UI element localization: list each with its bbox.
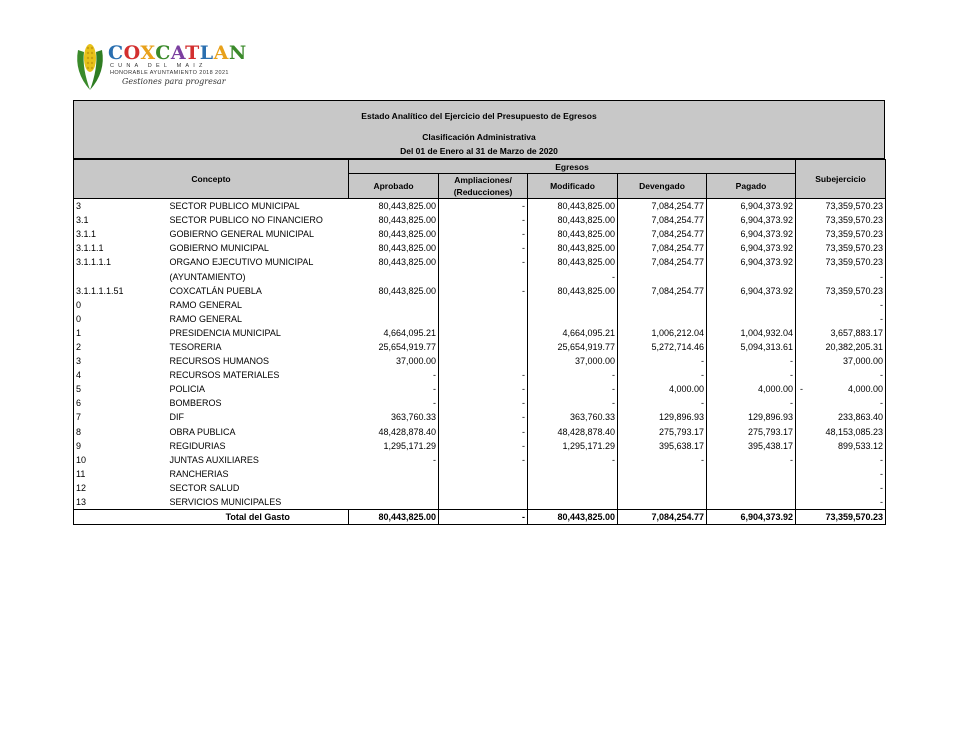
row-concept: RAMO GENERAL — [169, 299, 243, 310]
row-code: 8 — [74, 425, 168, 439]
row-devengado — [618, 312, 707, 326]
row-concept: TESORERIA — [169, 341, 222, 352]
row-aprobado: 48,428,878.40 — [349, 425, 439, 439]
row-devengado: 7,084,254.77 — [618, 284, 707, 298]
row-ampliaciones: - — [439, 396, 528, 410]
row-code: 3.1.1.1.1.51 — [74, 284, 168, 298]
report-period: Del 01 de Enero al 31 de Marzo de 2020 — [400, 146, 558, 156]
budget-report — [73, 100, 885, 525]
row-aprobado: - — [349, 453, 439, 467]
row-modificado: 1,295,171.29 — [528, 439, 618, 453]
row-concept: REGIDURIAS — [169, 440, 226, 451]
row-devengado: - — [618, 354, 707, 368]
row-devengado — [618, 467, 707, 481]
row-modificado: 48,428,878.40 — [528, 425, 618, 439]
row-aprobado — [349, 481, 439, 495]
row-subejercicio: - — [796, 467, 886, 481]
row-pagado: 5,094,313.61 — [707, 340, 796, 354]
row-ampliaciones: - — [439, 453, 528, 467]
row-code: 7 — [74, 410, 168, 424]
row-ampliaciones: - — [439, 241, 528, 255]
row-aprobado: - — [349, 396, 439, 410]
total-modificado: 80,443,825.00 — [528, 510, 618, 525]
row-pagado: 6,904,373.92 — [707, 199, 796, 214]
row-aprobado — [349, 467, 439, 481]
row-subejercicio: - — [796, 298, 886, 312]
table-row — [74, 396, 886, 410]
row-pagado: 275,793.17 — [707, 425, 796, 439]
table-row — [74, 284, 886, 298]
column-devengado: Devengado — [618, 174, 707, 199]
row-pagado: 6,904,373.92 — [707, 241, 796, 255]
row-pagado: - — [707, 453, 796, 467]
row-code: 3.1.1.1.1 — [74, 255, 168, 269]
column-pagado: Pagado — [707, 174, 796, 199]
total-ampliaciones: - — [439, 510, 528, 525]
row-devengado: 7,084,254.77 — [618, 241, 707, 255]
row-code: 2 — [74, 340, 168, 354]
row-ampliaciones: - — [439, 410, 528, 424]
table-row — [74, 410, 886, 424]
row-ampliaciones — [439, 354, 528, 368]
report-header — [73, 100, 885, 159]
row-subejercicio: - — [796, 453, 886, 467]
row-subejercicio: - — [796, 396, 886, 410]
row-subejercicio: 73,359,570.23 — [796, 199, 886, 214]
row-ampliaciones: - — [439, 382, 528, 396]
row-subejercicio: 37,000.00 — [796, 354, 886, 368]
row-pagado: 4,000.00 — [707, 382, 796, 396]
total-label: Total del Gasto — [168, 510, 349, 525]
row-ampliaciones: - — [439, 227, 528, 241]
row-pagado: 6,904,373.92 — [707, 255, 796, 269]
row-aprobado: - — [349, 382, 439, 396]
table-row — [74, 269, 886, 283]
row-modificado: - — [528, 396, 618, 410]
row-modificado: 80,443,825.00 — [528, 227, 618, 241]
row-devengado — [618, 495, 707, 510]
logo-council: HONORABLE AYUNTAMIENTO 2018 2021 — [110, 70, 229, 76]
row-code: 9 — [74, 439, 168, 453]
row-devengado: 395,638.17 — [618, 439, 707, 453]
column-concepto: Concepto — [74, 160, 349, 199]
row-modificado: 4,664,095.21 — [528, 326, 618, 340]
column-ampliaciones-line2: (Reducciones) — [453, 187, 513, 197]
table-row — [74, 340, 886, 354]
row-concept: JUNTAS AUXILIARES — [169, 454, 259, 465]
row-modificado — [528, 481, 618, 495]
row-aprobado: 80,443,825.00 — [349, 227, 439, 241]
row-modificado — [528, 467, 618, 481]
row-devengado — [618, 481, 707, 495]
row-subejercicio: 3,657,883.17 — [796, 326, 886, 340]
row-devengado: 129,896.93 — [618, 410, 707, 424]
row-aprobado: 80,443,825.00 — [349, 255, 439, 269]
row-code: 5 — [74, 382, 168, 396]
table-row — [74, 227, 886, 241]
row-devengado — [618, 298, 707, 312]
row-ampliaciones — [439, 481, 528, 495]
row-devengado: 7,084,254.77 — [618, 255, 707, 269]
row-subejercicio-prefix: - — [800, 384, 804, 395]
row-pagado: - — [707, 354, 796, 368]
row-concept: BOMBEROS — [169, 398, 222, 409]
row-concept: RECURSOS HUMANOS — [169, 356, 270, 367]
row-aprobado — [349, 269, 439, 283]
row-code: 3 — [74, 354, 168, 368]
total-pagado: 6,904,373.92 — [707, 510, 796, 525]
row-concept: ORGANO EJECUTIVO MUNICIPAL — [169, 257, 314, 268]
row-pagado — [707, 298, 796, 312]
row-concept: SECTOR SALUD — [169, 482, 240, 493]
table-row — [74, 255, 886, 269]
row-subejercicio: 20,382,205.31 — [796, 340, 886, 354]
row-devengado — [618, 269, 707, 283]
row-concept: DIF — [169, 412, 184, 423]
row-subejercicio: 73,359,570.23 — [796, 213, 886, 227]
row-concept: POLICIA — [169, 384, 206, 395]
row-modificado: 80,443,825.00 — [528, 284, 618, 298]
row-code: 0 — [74, 312, 168, 326]
logo-wordmark: COXCATLAN — [108, 42, 247, 64]
logo-tagline: CUNA DEL MAIZ — [110, 63, 207, 69]
row-aprobado: 4,664,095.21 — [349, 326, 439, 340]
table-row — [74, 495, 886, 510]
row-aprobado: - — [349, 368, 439, 382]
row-pagado: 129,896.93 — [707, 410, 796, 424]
table-row — [74, 368, 886, 382]
row-modificado — [528, 312, 618, 326]
table-row — [74, 467, 886, 481]
row-subejercicio: 73,359,570.23 — [796, 284, 886, 298]
row-ampliaciones — [439, 312, 528, 326]
row-ampliaciones — [439, 298, 528, 312]
row-subejercicio — [796, 382, 886, 396]
row-code: 12 — [74, 481, 168, 495]
row-pagado: 6,904,373.92 — [707, 213, 796, 227]
row-subejercicio: 899,533.12 — [796, 439, 886, 453]
row-code: 6 — [74, 396, 168, 410]
row-modificado: 80,443,825.00 — [528, 255, 618, 269]
row-subejercicio: 233,863.40 — [796, 410, 886, 424]
row-modificado: 80,443,825.00 — [528, 241, 618, 255]
row-concept: GOBIERNO GENERAL MUNICIPAL — [169, 229, 315, 240]
row-aprobado: 25,654,919.77 — [349, 340, 439, 354]
row-concept: COXCATLÁN PUEBLA — [169, 285, 262, 296]
row-subejercicio: - — [796, 312, 886, 326]
row-devengado: 1,006,212.04 — [618, 326, 707, 340]
row-devengado: 7,084,254.77 — [618, 199, 707, 214]
row-subejercicio: - — [796, 495, 886, 510]
table-row — [74, 312, 886, 326]
row-devengado: - — [618, 396, 707, 410]
row-devengado: - — [618, 368, 707, 382]
row-pagado: - — [707, 368, 796, 382]
row-pagado — [707, 467, 796, 481]
row-concept: PRESIDENCIA MUNICIPAL — [169, 327, 281, 338]
row-concept: SECTOR PUBLICO MUNICIPAL — [169, 201, 300, 212]
row-subejercicio: - — [796, 481, 886, 495]
row-subejercicio: - — [796, 269, 886, 283]
total-aprobado: 80,443,825.00 — [349, 510, 439, 525]
row-aprobado — [349, 298, 439, 312]
row-pagado — [707, 312, 796, 326]
column-subejercicio: Subejercicio — [796, 160, 886, 199]
column-egresos: Egresos — [349, 160, 796, 174]
column-modificado: Modificado — [528, 174, 618, 199]
row-modificado: 25,654,919.77 — [528, 340, 618, 354]
row-devengado: - — [618, 453, 707, 467]
table-row — [74, 453, 886, 467]
row-modificado: 80,443,825.00 — [528, 199, 618, 214]
row-ampliaciones — [439, 269, 528, 283]
row-modificado: - — [528, 453, 618, 467]
row-subejercicio: - — [796, 368, 886, 382]
row-ampliaciones — [439, 495, 528, 510]
row-concept: (AYUNTAMIENTO) — [169, 271, 246, 282]
row-code: 4 — [74, 368, 168, 382]
row-subejercicio-value: 4,000.00 — [848, 384, 884, 395]
row-ampliaciones — [439, 467, 528, 481]
row-code: 10 — [74, 453, 168, 467]
column-aprobado: Aprobado — [349, 174, 439, 199]
row-pagado: 6,904,373.92 — [707, 284, 796, 298]
row-concept: OBRA PUBLICA — [169, 426, 236, 437]
row-ampliaciones: - — [439, 425, 528, 439]
row-concept: RECURSOS MATERIALES — [169, 370, 280, 381]
row-code: 3.1 — [74, 213, 168, 227]
total-subejercicio: 73,359,570.23 — [796, 510, 886, 525]
row-code: 0 — [74, 298, 168, 312]
row-subejercicio: 73,359,570.23 — [796, 227, 886, 241]
row-concept: RANCHERIAS — [169, 468, 229, 479]
row-aprobado: 80,443,825.00 — [349, 284, 439, 298]
table-row — [74, 213, 886, 227]
row-pagado — [707, 481, 796, 495]
row-modificado — [528, 298, 618, 312]
row-pagado — [707, 269, 796, 283]
row-modificado: - — [528, 382, 618, 396]
table-row — [74, 326, 886, 340]
row-aprobado — [349, 312, 439, 326]
row-modificado: - — [528, 368, 618, 382]
row-code: 3 — [74, 199, 168, 214]
row-ampliaciones — [439, 326, 528, 340]
row-subejercicio: 73,359,570.23 — [796, 255, 886, 269]
row-devengado: 7,084,254.77 — [618, 227, 707, 241]
row-subejercicio: 48,153,085.23 — [796, 425, 886, 439]
row-code: 3.1.1 — [74, 227, 168, 241]
row-modificado: 80,443,825.00 — [528, 213, 618, 227]
row-devengado: 5,272,714.46 — [618, 340, 707, 354]
row-devengado: 7,084,254.77 — [618, 213, 707, 227]
row-code: 3.1.1.1 — [74, 241, 168, 255]
row-aprobado: 80,443,825.00 — [349, 213, 439, 227]
row-pagado: 395,438.17 — [707, 439, 796, 453]
row-aprobado: 80,443,825.00 — [349, 199, 439, 214]
row-aprobado: 80,443,825.00 — [349, 241, 439, 255]
table-row — [74, 241, 886, 255]
row-code: 13 — [74, 495, 168, 510]
row-pagado: 6,904,373.92 — [707, 227, 796, 241]
row-aprobado — [349, 495, 439, 510]
row-ampliaciones: - — [439, 439, 528, 453]
table-row — [74, 382, 886, 396]
row-ampliaciones: - — [439, 368, 528, 382]
total-row — [74, 510, 886, 525]
column-ampliaciones-line1: Ampliaciones/ — [454, 175, 512, 185]
total-devengado: 7,084,254.77 — [618, 510, 707, 525]
row-modificado — [528, 495, 618, 510]
row-devengado: 275,793.17 — [618, 425, 707, 439]
row-ampliaciones: - — [439, 199, 528, 214]
row-concept: GOBIERNO MUNICIPAL — [169, 243, 269, 254]
row-pagado — [707, 495, 796, 510]
table-row — [74, 199, 886, 214]
report-classification: Clasificación Administrativa — [422, 132, 536, 142]
row-pagado: - — [707, 396, 796, 410]
row-concept: SERVICIOS MUNICIPALES — [169, 497, 282, 508]
row-code — [74, 269, 168, 283]
table-body — [74, 199, 886, 510]
row-ampliaciones: - — [439, 213, 528, 227]
municipal-logo — [72, 38, 252, 94]
table-row — [74, 481, 886, 495]
row-ampliaciones: - — [439, 255, 528, 269]
row-pagado: 1,004,932.04 — [707, 326, 796, 340]
row-ampliaciones: - — [439, 284, 528, 298]
row-modificado: 37,000.00 — [528, 354, 618, 368]
budget-table — [73, 159, 886, 525]
logo-slogan: Gestiones para progresar — [122, 77, 226, 86]
report-title: Estado Analítico del Ejercicio del Presupuesto de Egresos — [361, 111, 597, 121]
table-row — [74, 425, 886, 439]
column-ampliaciones — [439, 174, 528, 199]
row-modificado: 363,760.33 — [528, 410, 618, 424]
row-subejercicio: 73,359,570.23 — [796, 241, 886, 255]
table-row — [74, 354, 886, 368]
row-modificado: - — [528, 269, 618, 283]
row-code: 1 — [74, 326, 168, 340]
row-ampliaciones — [439, 340, 528, 354]
table-row — [74, 298, 886, 312]
row-aprobado: 1,295,171.29 — [349, 439, 439, 453]
row-aprobado: 363,760.33 — [349, 410, 439, 424]
row-aprobado: 37,000.00 — [349, 354, 439, 368]
row-devengado: 4,000.00 — [618, 382, 707, 396]
corn-emblem-icon — [72, 38, 108, 92]
row-concept: RAMO GENERAL — [169, 313, 243, 324]
row-code: 11 — [74, 467, 168, 481]
table-row — [74, 439, 886, 453]
row-concept: SECTOR PUBLICO NO FINANCIERO — [169, 215, 323, 226]
